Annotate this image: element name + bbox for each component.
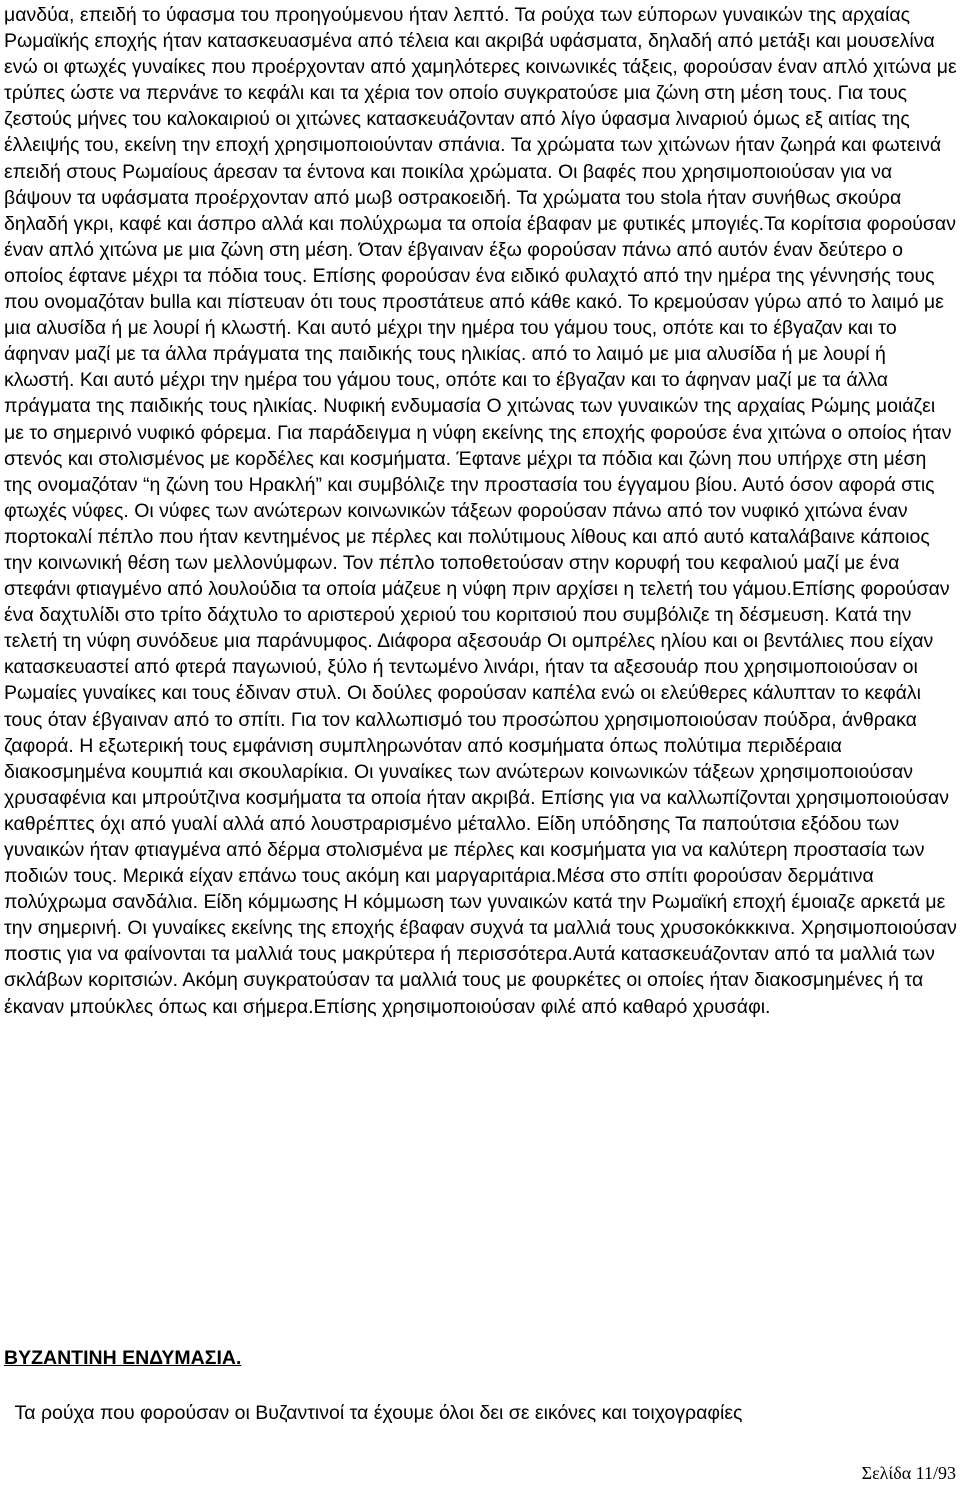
body-paragraph: μανδύα, επειδή το ύφασμα του προηγούμενου ήταν λεπτό. Τα ρούχα των εύπορων γυναικών της αρχαίας Ρωμαϊκής εποχής ήταν κατασκευασμένα από τέλεια και ακριβά υφάσματα, δηλαδή από μετάξι και μουσελίνα ενώ οι φτωχές γυναίκες που προέρχονταν από χαμηλότερες κοινωνικές τάξεις, φορούσαν έναν απλό χιτώνα με τρύπες ώστε να περνάνε το κεφάλι και τα χέρια τον οποίο συγκρατούσε μια ζώνη στη μέση τους. Για τους ζεστούς μήνες του καλοκαιριού οι χιτώνες κατασκευάζονταν από λίγο ύφασμα λιναριού όμως εξ αιτίας της έλλειψής του, εκείνη την εποχή χρησιμοποιούνταν σπάνια. Τα χρώματα των χιτώνων ήταν ζωηρά και φωτεινά επειδή στους Ρωμαίους άρεσαν τα έντονα και ποικίλα χρώματα. Οι βαφές που χρησιμοποιούσαν για να βάψουν τα υφάσματα προέρχονταν από μωβ οστρακοειδή. Τα χρώματα του stola ήταν συνήθως σκούρα δηλαδή γκρι, καφέ και άσπρο αλλά και πολύχρωμα τα οποία έβαφαν με φυτικές μπογιές.Τα κορίτσια φορούσαν έναν απλό χιτώνα με μια ζώνη στη μέση. Όταν έβγαιναν έξω φορούσαν πάνω από αυτόν έναν δεύτερο ο οποίος έφτανε μέχρι τα πόδια τους. Επίσης φορούσαν ένα ειδικό φυλαχτό από την ημέρα της γέννησής τους που ονομαζόταν bulla και πίστευαν ότι τους προστάτευε από κάθε κακό. Το κρεμούσαν γύρω από το λαιμό με μια αλυσίδα ή με λουρί ή κλωστή. Και αυτό μέχρι την ημέρα του γάμου τους, οπότε και το έβγαζαν και το άφηναν μαζί με τα άλλα πράγματα της παιδικής τους ηλικίας. από το λαιμό με μια αλυσίδα ή με λουρί ή κλωστή. Και αυτό μέχρι την ημέρα του γάμου τους, οπότε και το έβγαζαν και το άφηναν μαζί με τα άλλα πράγματα της παιδικής τους ηλικίας. Νυφική ενδυμασία Ο χιτώνας των γυναικών της αρχαίας Ρώμης μοιάζει με το σημερινό νυφικό φόρεμα. Για παράδειγμα η νύφη εκείνης της εποχής φορούσε ένα χιτώνα ο οποίος ήταν στενός και στολισμένος με κορδέλες και κοσμήματα. Έφτανε μέχρι τα πόδια και ζώνη που υπήρχε στη μέση της ονομαζόταν “η ζώνη του Ηρακλή” και συμβόλιζε την προστασία του έγγαμου βίου. Αυτό όσον αφορά στις φτωχές νύφες. Οι νύφες των ανώτερων κοινωνικών τάξεων φορούσαν πάνω από τον νυφικό χιτώνα έναν πορτοκαλί πέπλο που ήταν κεντημένος με πέρλες και πολύτιμους λίθους και από αυτό καταλάβαινε κάποιος την κοινωνική θέση των μελλονύμφων. Τον πέπλο τοποθετούσαν στην κορυφή του κεφαλιού μαζί με ένα στεφάνι φτιαγμένο από λουλούδια τα οποία μάζευε η νύφη πριν αρχίσει η τελετή του γάμου.Επίσης φορούσαν ένα δαχτυλίδι στο τρίτο δάχτυλο το αριστερού χεριού του κοριτσιού που συμβόλιζε τη δέσμευση. Κατά την τελετή τη νύφη συνόδευε μια παράνυμφος. Διάφορα αξεσουάρ Οι ομπρέλες ηλίου και οι βεντάλιες που είχαν κατασκευαστεί από φτερά παγωνιού, ξύλο ή τεντωμένο λινάρι, ήταν τα αξεσουάρ που χρησιμοποιούσαν οι Ρωμαίες γυναίκες και τους έδιναν στυλ. Οι δούλες φορούσαν καπέλα ενώ οι ελεύθερες κάλυπταν το κεφάλι τους όταν έβγαιναν από το σπίτι. Για τον καλλωπισμό του προσώπου χρησιμοποιούσαν πούδρα, άνθρακα ζαφορά. Η εξωτερική τους εμφάνιση συμπληρωνόταν από κοσμήματα όπως πολύτιμα περιδέραια διακοσμημένα κουμπιά και σκουλαρίκια. Οι γυναίκες των ανώτερων κοινωνικών τάξεων χρησιμοποιούσαν χρυσαφένια και μπρούτζινα κοσμήματα τα οποία ήταν ακριβά. Επίσης για να καλλωπίζονται χρησιμοποιούσαν καθρέπτες όχι από γυαλί αλλά από λουστραρισμένο μέταλλο. Είδη υπόδησης Τα παπούτσια εξόδου των γυναικών ήταν φτιαγμένα από δέρμα στολισμένα με πέρλες και κοσμήματα για να καλύτερη προστασία των ποδιών τους. Μερικά είχαν επάνω τους ακόμη και μαργαριτάρια.Μέσα στο σπίτι φορούσαν δερμάτινα πολύχρωμα σανδάλια. Είδη κόμμωσης Η κόμμωση των γυναικών κατά την Ρωμαϊκή εποχή έμοιαζε αρκετά με την σημερινή. Οι γυναίκες εκείνης της εποχής έβαφαν συχνά τα μαλλιά τους χρυσοκόκκκινα. Χρησιμοποιούσαν ποστις για να φαίνονται τα μαλλιά τους μακρύτερα ή περισσότερα.Αυτά κατασκευάζονταν από τα μαλλιά των σκλάβων κοριτσιών. Ακόμη συγκρατούσαν τα μαλλιά τους με φουρκέτες οι οποίες ήταν διακοσμημένες ή τα έκαναν μπούκλες όπως και σήμερα.Επίσης χρησιμοποιούσαν φιλέ από καθαρό χρυσάφι. — [4, 4, 957, 1018]
page-number: Σελίδα 11/93 — [861, 1463, 956, 1483]
section-intro-paragraph: Τα ρούχα που φορούσαν οι Βυζαντινοί τα έχουμε όλοι δει σε εικόνες και τοιχογραφίες — [4, 1402, 743, 1424]
section-heading: ΒΥΖΑΝΤΙΝΗ ΕΝΔΥΜΑΣΙΑ. — [4, 1347, 242, 1369]
